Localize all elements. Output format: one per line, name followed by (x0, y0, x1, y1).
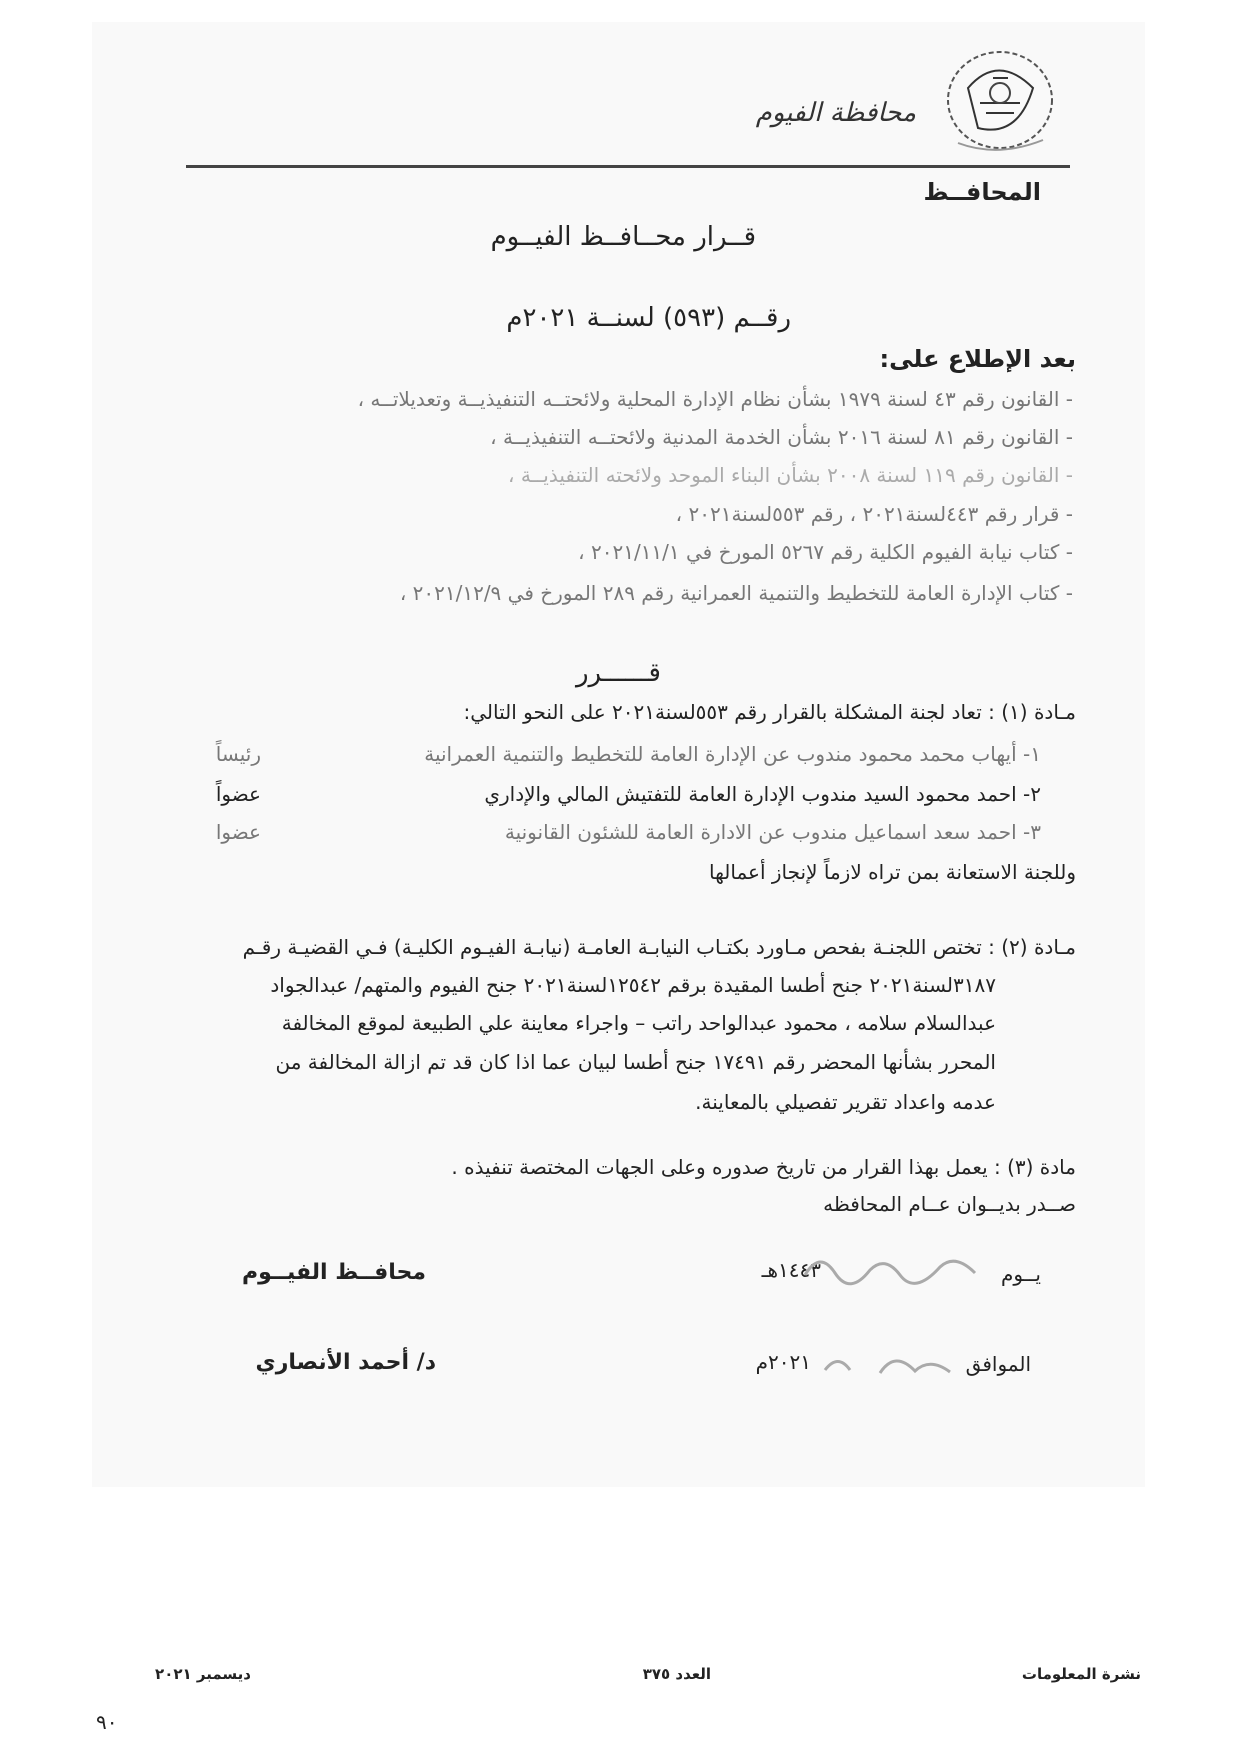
member-role: عضواً (215, 782, 261, 806)
article-2-line: عبدالسلام سلامه ، محمود عبدالواحد راتب – واجراء معاينة علي الطبيعة لموقع المخالفة (281, 1011, 996, 1035)
handwritten-date (800, 1245, 990, 1290)
preamble-item: - القانون رقم ١١٩ لسنة ٢٠٠٨ بشأن البناء الموحد ولائحته التنفيذيــة ، (508, 463, 1073, 487)
header-divider (186, 165, 1070, 168)
committee-member: ١- أيهاب محمد محمود مندوب عن الإدارة العامة للتخطيط والتنمية العمرانية (424, 742, 1041, 766)
office-heading: المحافــظ (923, 178, 1041, 206)
preamble-item: - القانون رقم ٤٣ لسنة ١٩٧٩ بشأن نظام الإدارة المحلية ولائحتــه التنفيذيــة وتعديلاتــه ، (357, 387, 1073, 411)
handwritten-day (820, 1345, 980, 1385)
governorate-seal-icon (938, 48, 1058, 153)
preamble-item: - كتاب نيابة الفيوم الكلية رقم ٥٢٦٧ المورخ في ٢٠٢١/١١/١ ، (578, 540, 1073, 564)
article-2-line: عدمه واعداد تقرير تفصيلي بالمعاينة. (695, 1090, 996, 1114)
footer-publication: نشرة المعلومات (1021, 1665, 1141, 1683)
preamble-heading: بعد الإطلاع على: (879, 345, 1076, 373)
committee-member: ٣- احمد سعد اسماعيل مندوب عن الادارة العامة للشئون القانونية (504, 820, 1041, 844)
issued-at: صــدر بديــوان عــام المحافظه (823, 1192, 1076, 1216)
article-1-note: وللجنة الاستعانة بمن تراه لازماً لإنجاز أعمالها (708, 860, 1076, 884)
article-1: مـادة (١) : تعاد لجنة المشكلة بالقرار رقم ٥٥٣لسنة٢٠٢١ على النحو التالي: (463, 700, 1076, 724)
hijri-year: ١٤٤٣هـ (761, 1258, 821, 1282)
article-3: مادة (٣) : يعمل بهذا القرار من تاريخ صدوره وعلى الجهات المختصة تنفيذه . (451, 1155, 1076, 1179)
decree-title: قــرار محــافــظ الفيــوم (490, 222, 756, 252)
article-2-line: ٣١٨٧لسنة٢٠٢١ جنح أطسا المقيدة برقم ١٢٥٤٢لسنة٢٠٢١ جنح الفيوم والمتهم/ عبدالجواد (270, 973, 996, 997)
gregorian-label: الموافق (965, 1352, 1031, 1376)
member-role: رئيساً (215, 742, 261, 766)
signatory-title: محافــظ الفيــوم (242, 1260, 426, 1285)
footer-date: ديسمبر ٢٠٢١ (155, 1665, 251, 1683)
preamble-item: - كتاب الإدارة العامة للتخطيط والتنمية العمرانية رقم ٢٨٩ المورخ في ٢٠٢١/١٢/٩ ، (399, 581, 1073, 605)
footer-issue: العدد ٣٧٥ (642, 1665, 711, 1683)
decree-number: رقــم (٥٩٣) لسنــة ٢٠٢١م (506, 303, 791, 333)
preamble-item: - قرار رقم ٤٤٣لسنة٢٠٢١ ، رقم ٥٥٣لسنة٢٠٢١ ، (675, 502, 1073, 526)
hijri-label: يــوم (1001, 1262, 1041, 1286)
decision-heading: قــــــرر (575, 658, 661, 688)
governorate-name: محافظة الفيوم (755, 98, 916, 128)
gregorian-year: ٢٠٢١م (755, 1350, 811, 1374)
preamble-item: - القانون رقم ٨١ لسنة ٢٠١٦ بشأن الخدمة المدنية ولائحتــه التنفيذيــة ، (490, 425, 1073, 449)
page-number: ٩٠ (96, 1710, 118, 1734)
member-role: عضوا (215, 820, 261, 844)
signatory-name: د/ أحمد الأنصاري (255, 1350, 436, 1375)
committee-member: ٢- احمد محمود السيد مندوب الإدارة العامة للتفتيش المالي والإداري (484, 782, 1041, 806)
article-2-line: المحرر بشأنها المحضر رقم ١٧٤٩١ جنح أطسا لبيان عما اذا كان قد تم ازالة المخالفة من (275, 1050, 996, 1074)
article-2-line: مـادة (٢) : تختص اللجنـة بفحص مـاورد بكتـاب النيابـة العامـة (نيابـة الفيـوم الكليـة) فـي القضيـة رقـم (242, 935, 1076, 959)
